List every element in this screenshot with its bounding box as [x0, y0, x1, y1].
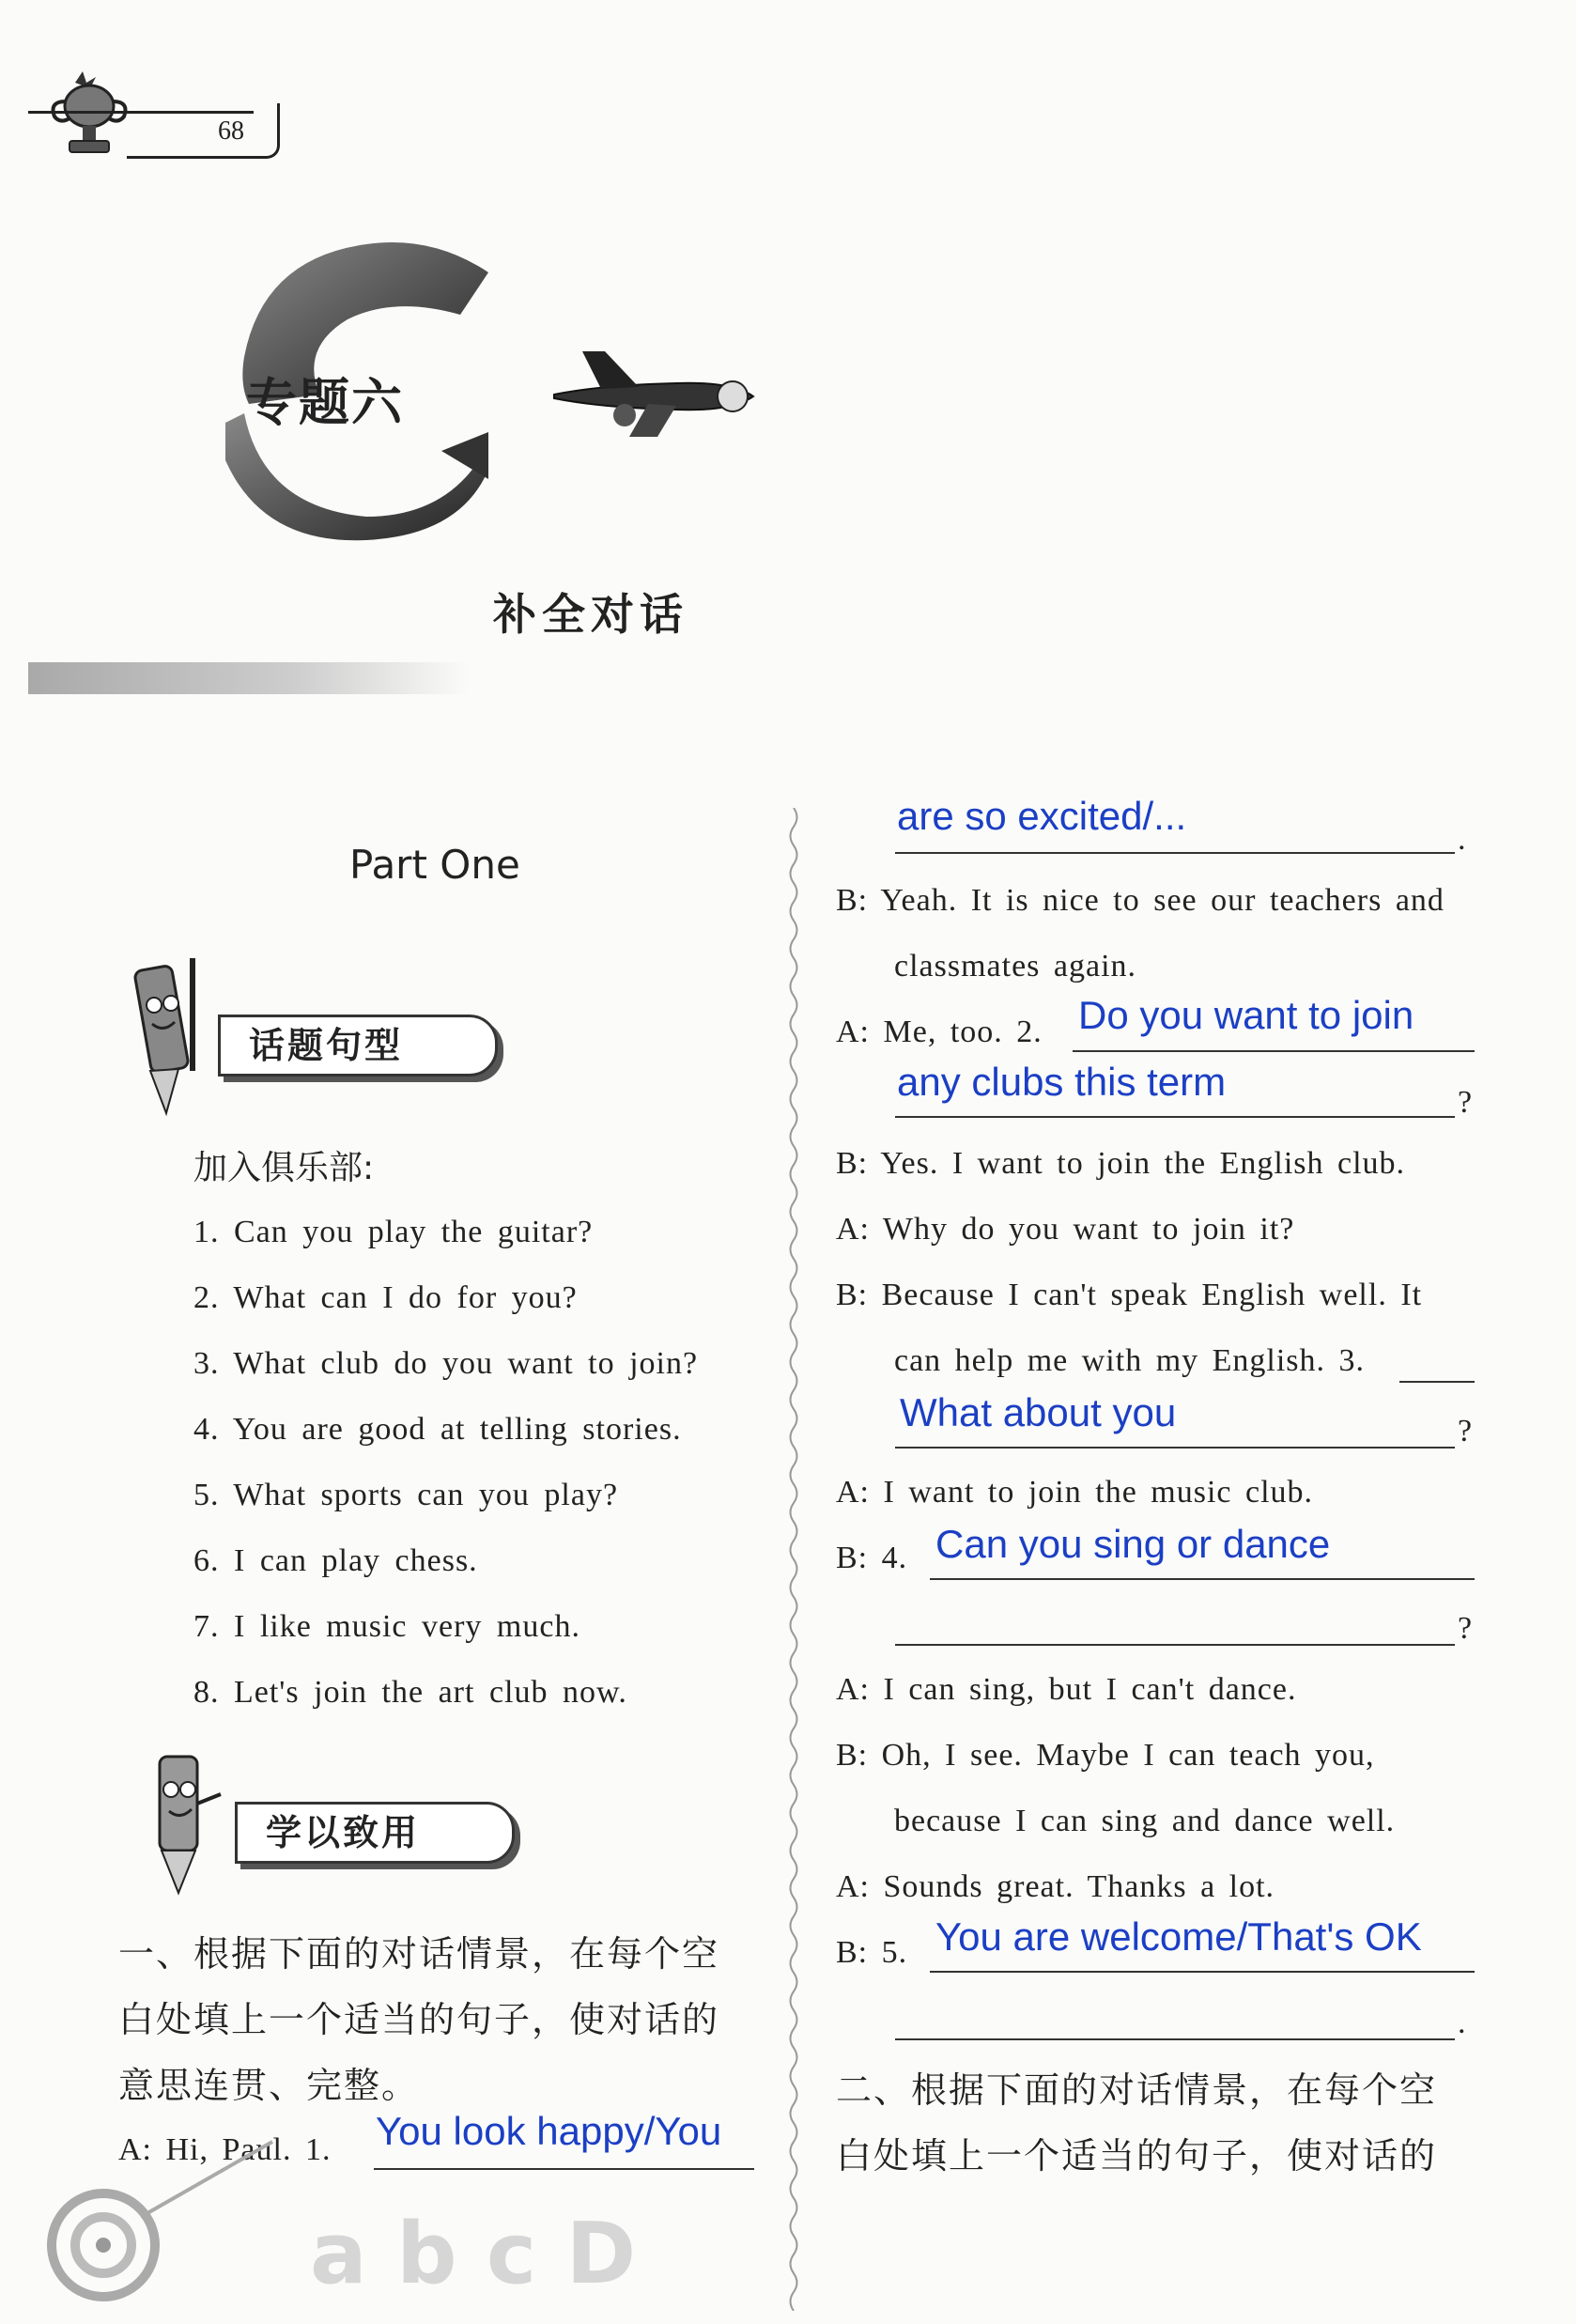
pattern-sentence: 6. I can play chess.: [193, 1543, 478, 1578]
answer-blank-line: [895, 852, 1455, 854]
decorative-target-graphic: [28, 2104, 686, 2320]
dialogue-line-b2: B: Yes. I want to join the English club.: [836, 1146, 1406, 1181]
dialogue-line-a5: A: I can sing, but I can't dance.: [836, 1672, 1297, 1707]
question-mark: ?: [1458, 1414, 1474, 1449]
dialogue-line-b1: B: Yeah. It is nice to see our teachers and: [836, 883, 1445, 918]
pattern-sentence: 3. What club do you want to join?: [193, 1346, 699, 1381]
pattern-sentence: 5. What sports can you play?: [193, 1478, 619, 1512]
exercise2-instruction: 白处填上一个适当的句子，使对话的: [836, 2135, 1438, 2177]
answer-2-part1[interactable]: Do you want to join: [1078, 993, 1414, 1037]
answer-blank-line: [930, 1578, 1475, 1580]
answer-1-part2[interactable]: are so excited/...: [897, 794, 1187, 838]
question-mark: ?: [1458, 1611, 1474, 1646]
answer-5[interactable]: You are welcome/That's OK: [935, 1914, 1422, 1959]
part-title: Part One: [349, 842, 520, 888]
answer-blank-line: [1073, 1050, 1475, 1052]
dialogue-line-b4: B: 4.: [836, 1541, 908, 1575]
pencil-mascot-icon: [131, 1738, 225, 1898]
dialogue-line-a1: A: Hi, Paul. 1.: [118, 2132, 332, 2167]
svg-text:a b c D: a b c D: [310, 2205, 637, 2303]
dialogue-line-b3: B: Because I can't speak English well. It: [836, 1278, 1423, 1312]
airplane-icon: [545, 348, 761, 442]
answer-blank-line: [895, 1116, 1455, 1118]
question-mark: ?: [1458, 1085, 1474, 1120]
pattern-sentence: 4. You are good at telling stories.: [193, 1412, 682, 1447]
pattern-sentence: 1. Can you play the guitar?: [193, 1215, 594, 1249]
dialogue-line-a3: A: Why do you want to join it?: [836, 1212, 1295, 1247]
dialogue-line-a2: A: Me, too. 2.: [836, 1015, 1043, 1049]
topic-subtitle: 补全对话: [493, 589, 688, 640]
pencil-mascot-icon: [115, 949, 209, 1118]
dialogue-line-a6: A: Sounds great. Thanks a lot.: [836, 1869, 1275, 1904]
pattern-sentence: 7. I like music very much.: [193, 1609, 580, 1644]
dialogue-line-b1-cont: classmates again.: [894, 949, 1137, 984]
answer-blank-line: [930, 1971, 1475, 1973]
dialogue-line-b5: B: Oh, I see. Maybe I can teach you,: [836, 1738, 1375, 1773]
exercise2-instruction: 二、根据下面的对话情景，在每个空: [836, 2069, 1438, 2111]
answer-blank-line: [895, 1447, 1455, 1449]
pattern-sentence: 2. What can I do for you?: [193, 1280, 578, 1315]
column-divider: [787, 808, 800, 2311]
answer-blank-line: [895, 1644, 1455, 1646]
answer-blank-line: [895, 2038, 1455, 2040]
answer-1-part1[interactable]: You look happy/You: [376, 2109, 722, 2153]
exercise1-instruction: 白处填上一个适当的句子，使对话的: [118, 1999, 720, 2040]
answer-2-part2[interactable]: any clubs this term: [897, 1060, 1227, 1104]
section-label-patterns: 话题句型: [218, 1015, 498, 1077]
topic-label: 专题六: [246, 373, 404, 432]
dialogue-line-a4: A: I want to join the music club.: [836, 1475, 1314, 1510]
dialogue-line-b6: B: 5.: [836, 1935, 908, 1970]
page-number: 68: [218, 116, 244, 146]
answer-4[interactable]: Can you sing or dance: [935, 1522, 1331, 1566]
answer-3[interactable]: What about you: [900, 1390, 1177, 1434]
answer-blank-line: [1399, 1381, 1475, 1383]
period: .: [1458, 822, 1467, 857]
pattern-sentence: 8. Let's join the art club now.: [193, 1675, 627, 1710]
gray-band: [28, 662, 470, 694]
exercise1-instruction: 意思连贯、完整。: [118, 2065, 420, 2106]
exercise1-instruction: 一、根据下面的对话情景，在每个空: [118, 1933, 720, 1975]
page-number-frame: [127, 103, 280, 159]
section-label-practice: 学以致用: [235, 1802, 515, 1864]
dialogue-line-b3-cont: can help me with my English. 3.: [894, 1343, 1366, 1378]
patterns-intro: 加入俱乐部:: [193, 1149, 375, 1187]
dialogue-line-b5-cont: because I can sing and dance well.: [894, 1804, 1396, 1838]
period: .: [1458, 2006, 1467, 2040]
trophy-icon: [38, 64, 141, 167]
